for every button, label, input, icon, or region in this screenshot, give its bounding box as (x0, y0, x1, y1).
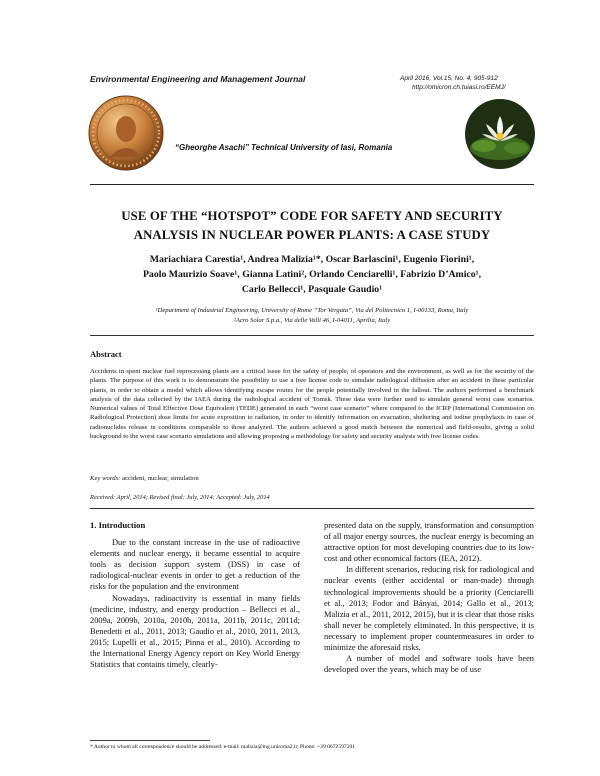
submission-dates: Received: April, 2014; Revised final: July, 2014; Accepted: July, 2014 (90, 494, 270, 501)
title-line: ANALYSIS IN NUCLEAR POWER PLANTS: A CASE STUDY (133, 228, 491, 242)
left-column (90, 520, 300, 670)
author-list (90, 252, 534, 297)
issue-line: April 2016, Vol.15, No. 4, 905-912 (400, 75, 498, 82)
paragraph: Due to the constant increase in the use of radioactive elements and nuclear energy, it became essential to acquire tools as decision support system (DSS) in case of radiological-nuclear events in order to get a reduction of the risks for the population and the environment (90, 538, 300, 592)
keywords-value: accident, nuclear, simulation (120, 475, 199, 482)
paragraph: presented data on the supply, transformation and consumption of all major energy sources, the nuclear energy is becoming an attractive option for most developing countries due to its low-cost and other economical factors (IEA, 2012). (324, 521, 534, 564)
keywords-label: Key words: (90, 475, 121, 482)
keywords (90, 475, 199, 482)
paragraph: A number of model and software tools have been developed over the years, which may be of use (324, 654, 534, 675)
issue-info (400, 74, 560, 92)
title-line: USE OF THE “HOTSPOT” CODE FOR SAFETY AND SECURITY (121, 209, 503, 223)
abstract-divider (90, 508, 534, 509)
affiliation-divider (90, 335, 534, 336)
right-column (324, 520, 534, 675)
introduction-heading: 1. Introduction (90, 520, 146, 530)
paper-title (90, 207, 534, 245)
university-medal-logo (88, 95, 164, 171)
journal-url[interactable]: http://omicron.ch.tuiasi.ro/EEMJ/ (412, 84, 506, 91)
correspondence-footnote: * Author to whom all correspondence should be addressed: e-mail: malizia@ing.uniroma2.it; Phone: +39 0672597201 (90, 744, 356, 750)
paragraph: Nowadays, radioactivity is essential in many fields (medicine, industry, and energy production – Bellecci et al., 2009a, 2009b, 2010a, 2010b, 2011a, 2011b, 2011c, 2011d; Benedetti et al., 2011, 2013; Gaudio et al., 2010, 2011, 2013, 2015; Lupelli et al., 2015; Pinna et al., 2010). According to the International Energy Agency report on Key World Energy Statistics that contains timely, clearly- (90, 593, 300, 670)
footnote-divider (90, 740, 210, 741)
author-line: Mariachiara Carestia¹, Andrea Malizia¹*, Oscar Barlascini¹, Eugenio Fiorini¹, (149, 254, 475, 265)
affiliations (90, 306, 534, 325)
author-line: Carlo Bellecci¹, Pasquale Gaudio¹ (241, 284, 383, 295)
paragraph: In different scenarios, reducing risk for radiological and nuclear events (either accidental or man-made) through technological improvements should be a priority (Cenciarelli et al., 2013; Fodor and Bányai, 2014; Gallo et al., 2013; Malizia et al., 2011, 2012, 2015), but it is clear that those risks shall never be completely eliminated. In this perspective, it is necessary to implement proper countermeasures in order to minimize the aforesaid risks. (324, 565, 534, 653)
header-divider (90, 184, 534, 185)
abstract-text: Accidents in spent nuclear fuel reprocessing plants are a critical issue for the safety of people, of operators and the environment, as well as for the security of the plants. The purpose of this work is to demonstrate the possibility to use a free license code to simulate radiological diffusion after an accident in these particular plants, in order to obtain a model which allows identifying escape routes for the people potentially involved in the fallout. The authors performed a benchmark analysis of the data collected by the IAEA during the radiological accident of Tomsk. These data were further used to simulate general worst case scenarios. Numerical values of Total Effective Dose Equivalent (TEDE) generated in each “worst case scenario” where compared to the ICRP (International Commission on Radiological Protection) dose limits for acute exposition to radiation, in order to identify information on evacuation, sheltering and iodine prophylaxis in case of radionuclides release in conditions comparable to those analyzed. The authors achieved a good match between the numerical and field-results, giving a solid background to the worst case scenario simulations and allowing proposing a methodology for safety and security analysis with free license codes. (90, 368, 534, 441)
affiliation-line: ¹Department of Industrial Engineering, University of Rome “Tor Vergata”, Via del Politecnico 1, I-00133, Roma, Italy (155, 307, 469, 314)
author-line: Paolo Maurizio Soave¹, Gianna Latini², Orlando Cenciarelli¹, Fabrizio D’Amico¹, (142, 269, 482, 280)
journal-name: Environmental Engineering and Management Journal (90, 74, 306, 84)
affiliation-line: ²Acro Solar S.p.a., Via delle Valli 46, I-04011, Aprilia, Italy (233, 316, 391, 324)
abstract-heading: Abstract (90, 349, 122, 359)
water-lily-logo (464, 98, 536, 170)
university-name: “Gheorghe Asachi” Technical University of Iasi, Romania (175, 143, 393, 152)
